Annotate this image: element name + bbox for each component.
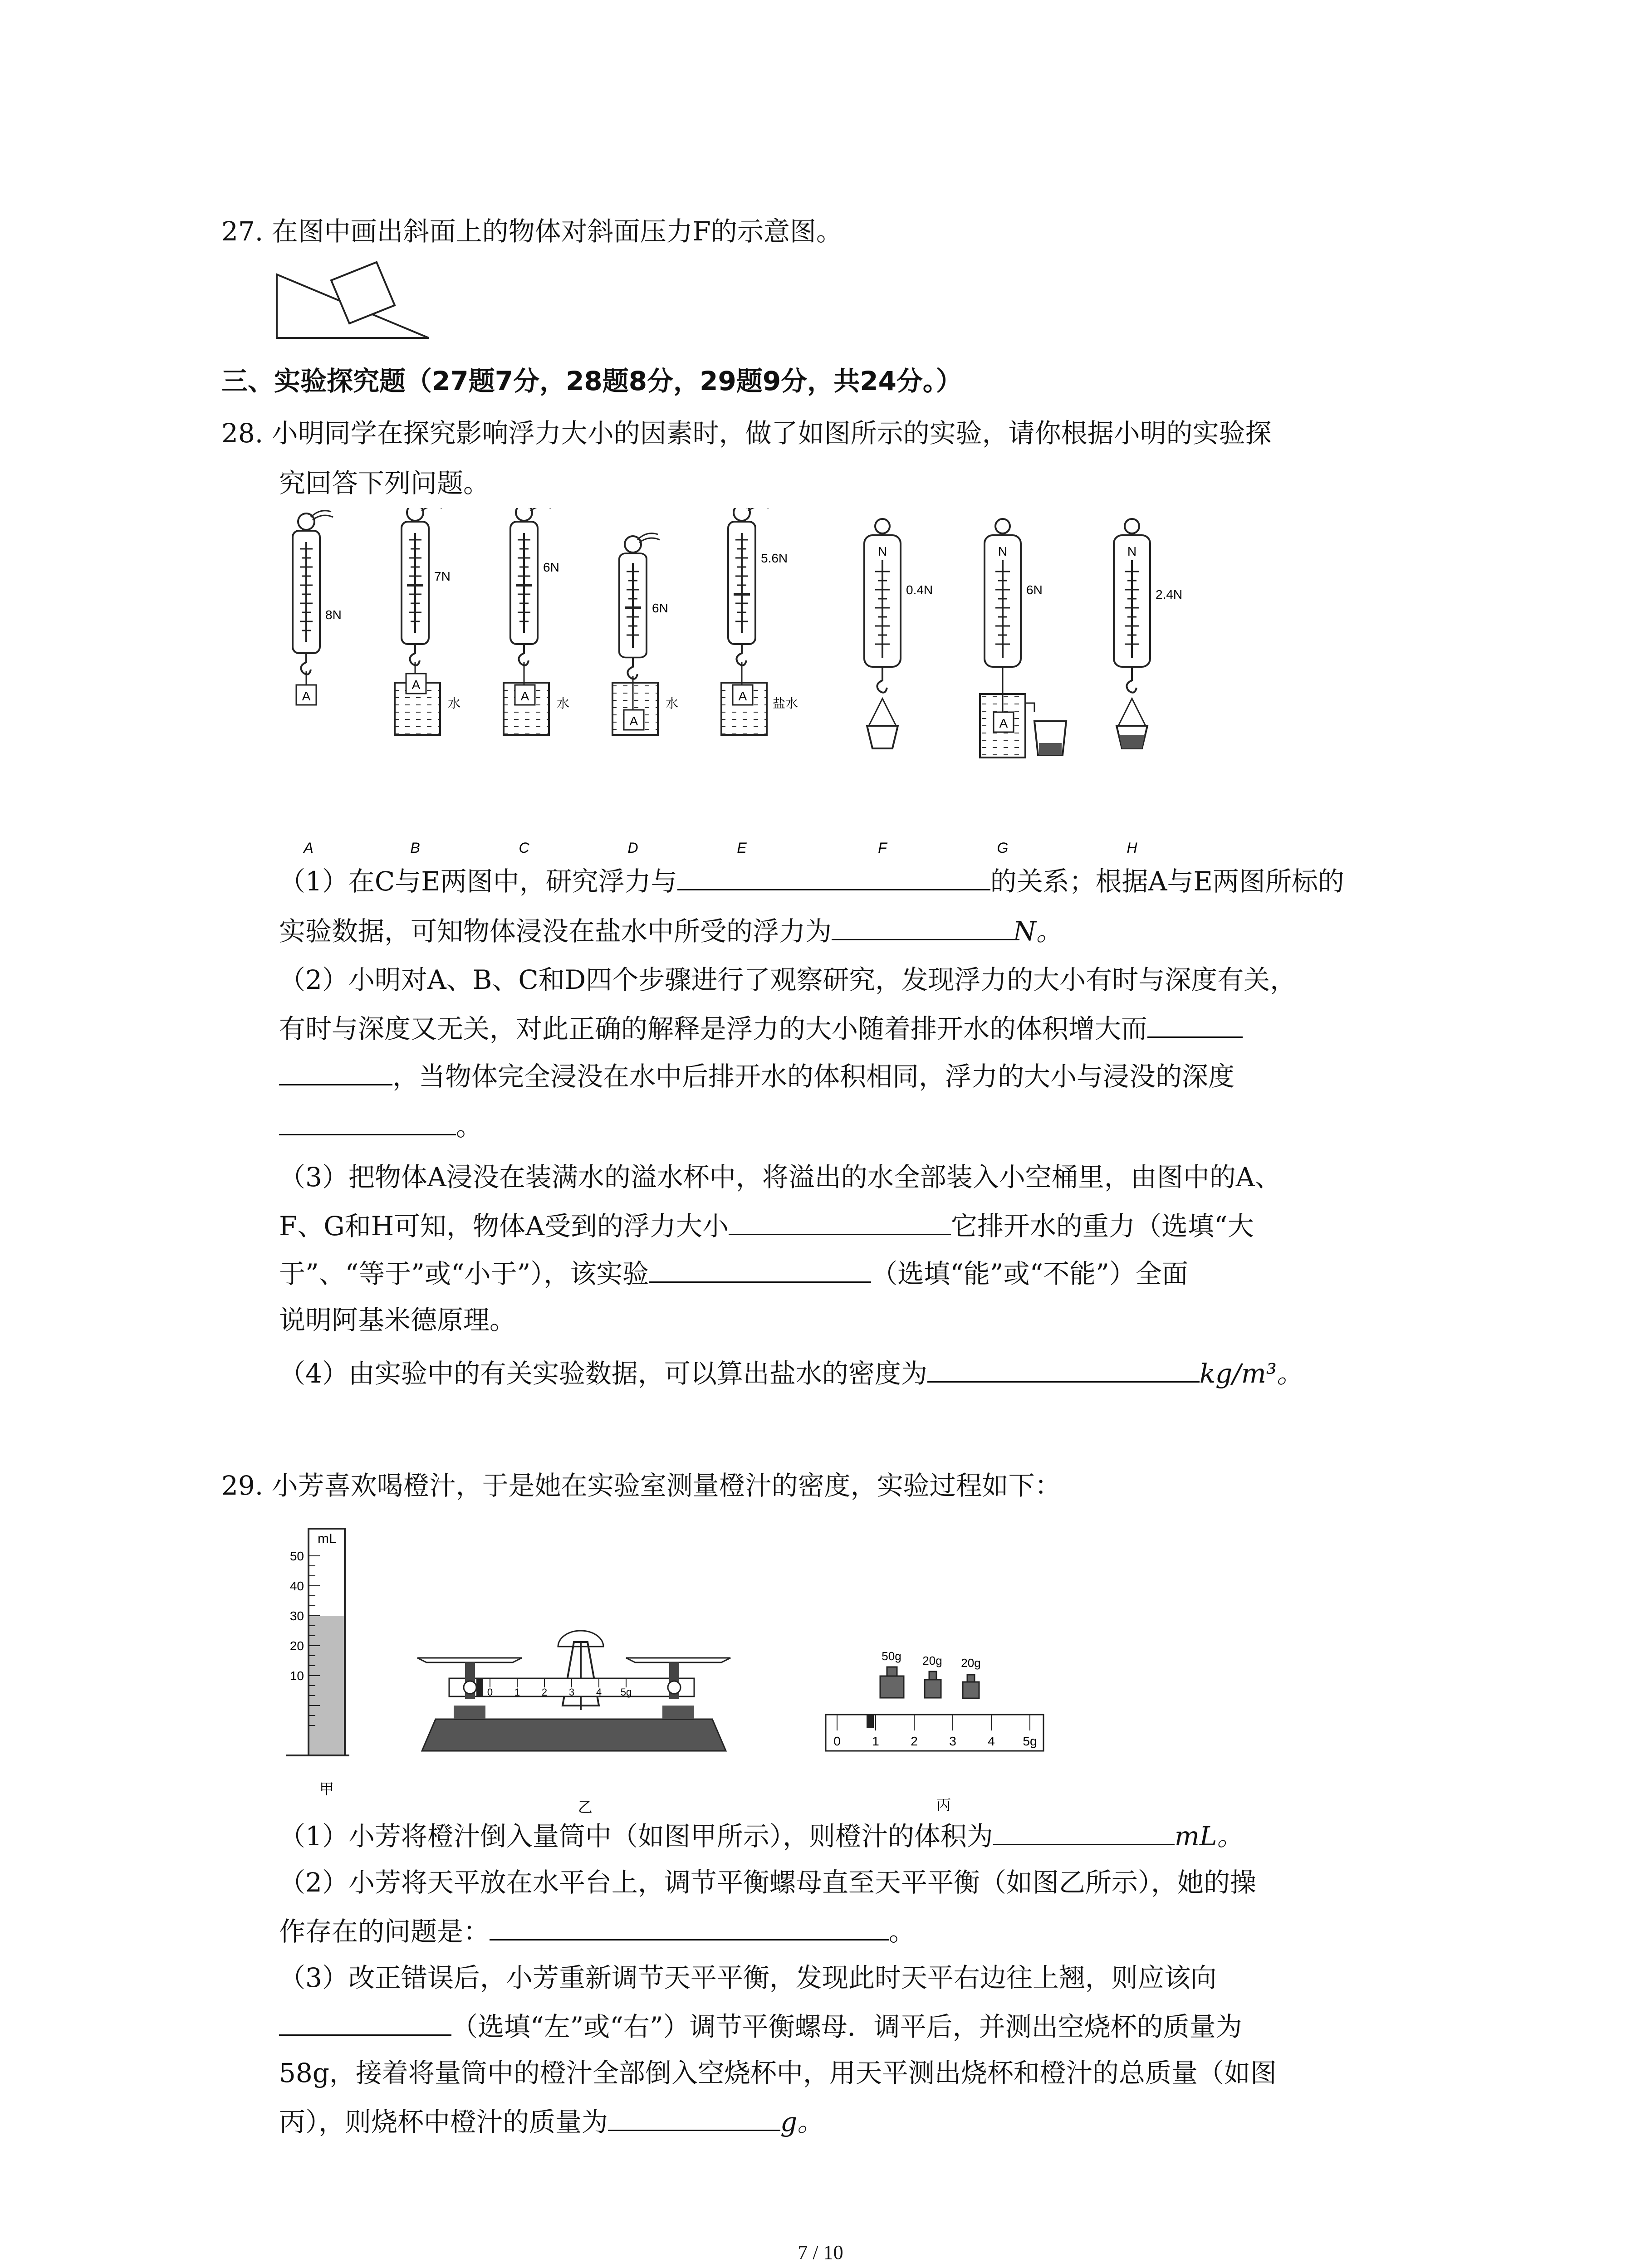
caption-yi: 乙 (578, 1799, 593, 1814)
svg-text:水: 水 (666, 696, 679, 710)
rider-scale (826, 1715, 1043, 1751)
svg-text:E: E (737, 840, 747, 856)
q28-blank-5[interactable] (729, 1207, 951, 1235)
section-3-title: 三、实验探究题（27题7分，28题8分，29题9分，共24分。） (221, 366, 962, 396)
q28-blank-3a[interactable] (1147, 1009, 1243, 1038)
q28-p1-line1: （1）在C与E两图中，研究浮力与 的关系；根据A与E两图所标的 (279, 862, 1344, 899)
svg-text:G: G (997, 840, 1009, 856)
svg-text:A: A (738, 689, 747, 703)
q29-p2-line1: （2）小芳将天平放在水平台上，调节平衡螺母直至天平平衡（如图乙所示），她的操 (279, 1867, 1256, 1898)
weight-label-20g-a: 20g (922, 1654, 942, 1667)
scale-a (293, 511, 342, 705)
svg-text:0.4N: 0.4N (906, 583, 933, 597)
graduated-cylinder (277, 1520, 367, 1801)
svg-text:2.4N: 2.4N (1156, 587, 1183, 601)
rider-marker (867, 1715, 874, 1728)
q28-p1-line2: 实验数据，可知物体浸没在盐水中所受的浮力为 N。 (279, 912, 1063, 949)
q28-blank-7[interactable] (927, 1354, 1200, 1383)
svg-text:7N: 7N (434, 569, 451, 583)
beam-tick-4: 4 (596, 1686, 602, 1698)
incline-figure (272, 261, 436, 342)
cylinder-tick-20: 20 (289, 1639, 304, 1653)
svg-text:5.6N: 5.6N (761, 551, 788, 565)
figure-letter-labels (303, 840, 1137, 856)
q29-intro: 29. 小芳喜欢喝橙汁，于是她在实验室测量橙汁的密度，实验过程如下： (221, 1470, 1061, 1501)
rider-tick-0: 0 (833, 1734, 841, 1748)
scale-f (864, 519, 933, 748)
q28-p3-line1: （3）把物体A浸没在装满水的溢水杯中，将溢出的水全部装入小空桶里，由图中的A、 (279, 1162, 1281, 1193)
svg-text:N: N (1127, 544, 1137, 558)
svg-text:A: A (520, 689, 529, 703)
scale-d (612, 533, 678, 735)
q28-p2-line1: （2）小明对A、B、C和D四个步骤进行了观察研究，发现浮力的大小有时与深度有关， (279, 964, 1297, 995)
q28-blank-1[interactable] (677, 862, 990, 890)
scale-b (395, 508, 460, 735)
svg-text:6N: 6N (1026, 583, 1043, 597)
cylinder-tick-50: 50 (289, 1549, 304, 1563)
cylinder-tick-10: 10 (289, 1669, 304, 1683)
beam-tick-1: 1 (514, 1686, 520, 1698)
svg-text:水: 水 (448, 696, 461, 710)
scale-g (980, 519, 1066, 758)
q28-p2-line2: 有时与深度又无关，对此正确的解释是浮力的大小随着排开水的体积增大而 (279, 1009, 1243, 1047)
q28-intro-2: 究回答下列问题。 (279, 468, 490, 499)
svg-text:N: N (998, 544, 1008, 558)
balance-figure (408, 1615, 794, 1814)
rider-tick-2: 2 (911, 1734, 918, 1748)
q28-p2-line3: ，当物体完全浸没在水中后排开水的体积相同，浮力的大小与浸没的深度 (279, 1057, 1234, 1095)
beam-rider (476, 1678, 483, 1696)
svg-text:D: D (627, 840, 638, 856)
svg-text:N: N (877, 544, 887, 558)
caption-jia: 甲 (319, 1781, 334, 1797)
q28-blank-4[interactable] (279, 1107, 456, 1135)
weight-label-20g-b: 20g (961, 1656, 981, 1670)
svg-text:B: B (410, 840, 420, 856)
svg-text:6N: 6N (543, 560, 559, 574)
weights-figure (821, 1642, 1062, 1814)
svg-text:C: C (519, 840, 529, 856)
svg-text:A: A (304, 840, 314, 856)
rider-tick-4: 4 (988, 1734, 995, 1748)
scale-h (1114, 519, 1182, 748)
svg-text:A: A (411, 678, 421, 692)
weight-label-50g: 50g (882, 1649, 901, 1663)
q28-blank-2[interactable] (832, 912, 1013, 940)
q29-blank-2[interactable] (490, 1912, 889, 1941)
cylinder-tick-40: 40 (289, 1579, 304, 1593)
q27-text: 27. 在图中画出斜面上的物体对斜面压力F的示意图。 (221, 216, 843, 247)
q29-p3-line1: （3）改正错误后，小芳重新调节天平平衡，发现此时天平右边往上翘，则应该向 (279, 1962, 1217, 1993)
rider-tick-5: 5g (1023, 1734, 1037, 1748)
page-number: 7 / 10 (798, 2241, 843, 2263)
q28-p2-line4: 。 (279, 1107, 482, 1144)
buoyancy-figure (272, 508, 1225, 862)
q29-p3-line2: （选填“左”或“右”）调节平衡螺母．调平后，并测出空烧杯的质量为 (279, 2007, 1242, 2045)
rider-tick-1: 1 (872, 1734, 879, 1748)
beam-tick-2: 2 (541, 1686, 548, 1698)
svg-text:H: H (1127, 840, 1137, 856)
svg-text:水: 水 (557, 696, 570, 710)
caption-bing: 丙 (936, 1797, 951, 1813)
q29-blank-4[interactable] (608, 2102, 780, 2131)
q29-blank-1[interactable] (993, 1817, 1175, 1845)
q28-blank-3b[interactable] (279, 1057, 392, 1085)
q28-blank-6[interactable] (649, 1254, 871, 1283)
q29-p2-line2: 作存在的问题是： 。 (279, 1912, 915, 1950)
svg-text:8N: 8N (325, 608, 342, 622)
svg-text:F: F (878, 840, 887, 856)
svg-text:6N: 6N (652, 601, 668, 615)
scale-e (721, 508, 798, 735)
cylinder-unit: mL (318, 1531, 337, 1546)
q28-p3-line2: F、G和H可知，物体A受到的浮力大小 它排开水的重力（选填“大 (279, 1207, 1254, 1244)
q29-p3-line4: 丙），则烧杯中橙汁的质量为 g。 (279, 2102, 823, 2140)
q29-p1: （1）小芳将橙汁倒入量筒中（如图甲所示），则橙汁的体积为 mL。 (279, 1817, 1243, 1854)
q28-intro-1: 28. 小明同学在探究影响浮力大小的因素时，做了如图所示的实验，请你根据小明的实验探 (221, 418, 1272, 449)
q29-blank-3[interactable] (279, 2007, 451, 2036)
svg-text:A: A (629, 714, 638, 728)
scale-c (504, 508, 569, 735)
q28-p4-line1: （4）由实验中的有关实验数据，可以算出盐水的密度为 kg/m³。 (279, 1354, 1303, 1392)
svg-text:盐水: 盐水 (773, 696, 798, 710)
beam-tick-0: 0 (487, 1686, 493, 1698)
q28-p3-line3: 于”、“等于”或“小于”），该实验 （选填“能”或“不能”）全面 (279, 1254, 1188, 1292)
q28-p3-line4: 说明阿基米德原理。 (279, 1305, 516, 1335)
svg-text:A: A (302, 689, 311, 703)
q29-p3-line3: 58g，接着将量筒中的橙汁全部倒入空烧杯中，用天平测出烧杯和橙汁的总质量（如图 (279, 2058, 1277, 2088)
cylinder-tick-30: 30 (289, 1609, 304, 1623)
svg-text:A: A (999, 716, 1008, 730)
beam-tick-5: 5g (620, 1686, 632, 1698)
incline-block (331, 262, 395, 323)
rider-tick-3: 3 (949, 1734, 956, 1748)
beam-tick-3: 3 (568, 1686, 575, 1698)
